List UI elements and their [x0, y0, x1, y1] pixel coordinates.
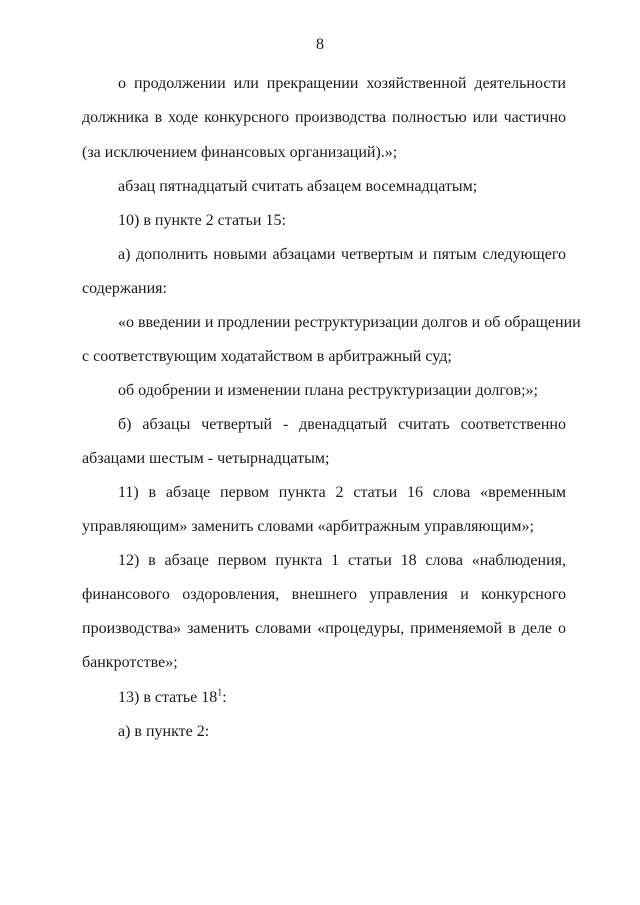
text-line: производства» заменить словами «процедуры, применяемой в деле о [82, 620, 566, 637]
text-line-main: 13) в статье 18 [118, 689, 218, 706]
text-line: содержания: [82, 280, 167, 297]
text-line: а) в пункте 2: [118, 723, 210, 740]
text-line: 11) в абзаце первом пункта 2 статьи 16 слова «временным [118, 484, 566, 501]
text-line: а) дополнить новыми абзацами четвертым и пятым следующего [118, 246, 566, 263]
text-line: финансового оздоровления, внешнего управления и конкурсного [82, 586, 566, 603]
text-line: 12) в абзаце первом пункта 1 статьи 18 слова «наблюдения, [118, 552, 566, 569]
text-line: (за исключением финансовых организаций).»; [82, 144, 398, 161]
text-line: «о введении и продлении реструктуризации долгов и об обращении [118, 314, 581, 331]
text-line-suffix: : [222, 689, 227, 706]
text-line: с соответствующим ходатайством в арбитражный суд; [82, 348, 452, 365]
text-line: 10) в пункте 2 статьи 15: [118, 212, 286, 229]
text-line: об одобрении и изменении плана реструктуризации долгов;»; [118, 382, 538, 399]
superscript: 1 [217, 687, 223, 699]
text-line: б) абзацы четвертый - двенадцатый считать соответственно [118, 416, 566, 433]
text-line [118, 688, 227, 708]
page-number: 8 [316, 36, 324, 53]
text-line: банкротстве»; [82, 654, 178, 671]
text-line: абзацами шестым - четырнадцатым; [82, 450, 330, 467]
text-line: управляющим» заменить словами «арбитражным управляющим»; [82, 518, 534, 535]
text-line: о продолжении или прекращении хозяйственной деятельности [118, 75, 566, 92]
text-line: абзац пятнадцатый считать абзацем восемнадцатым; [118, 178, 478, 195]
text-line: должника в ходе конкурсного производства полностью или частично [82, 109, 566, 126]
